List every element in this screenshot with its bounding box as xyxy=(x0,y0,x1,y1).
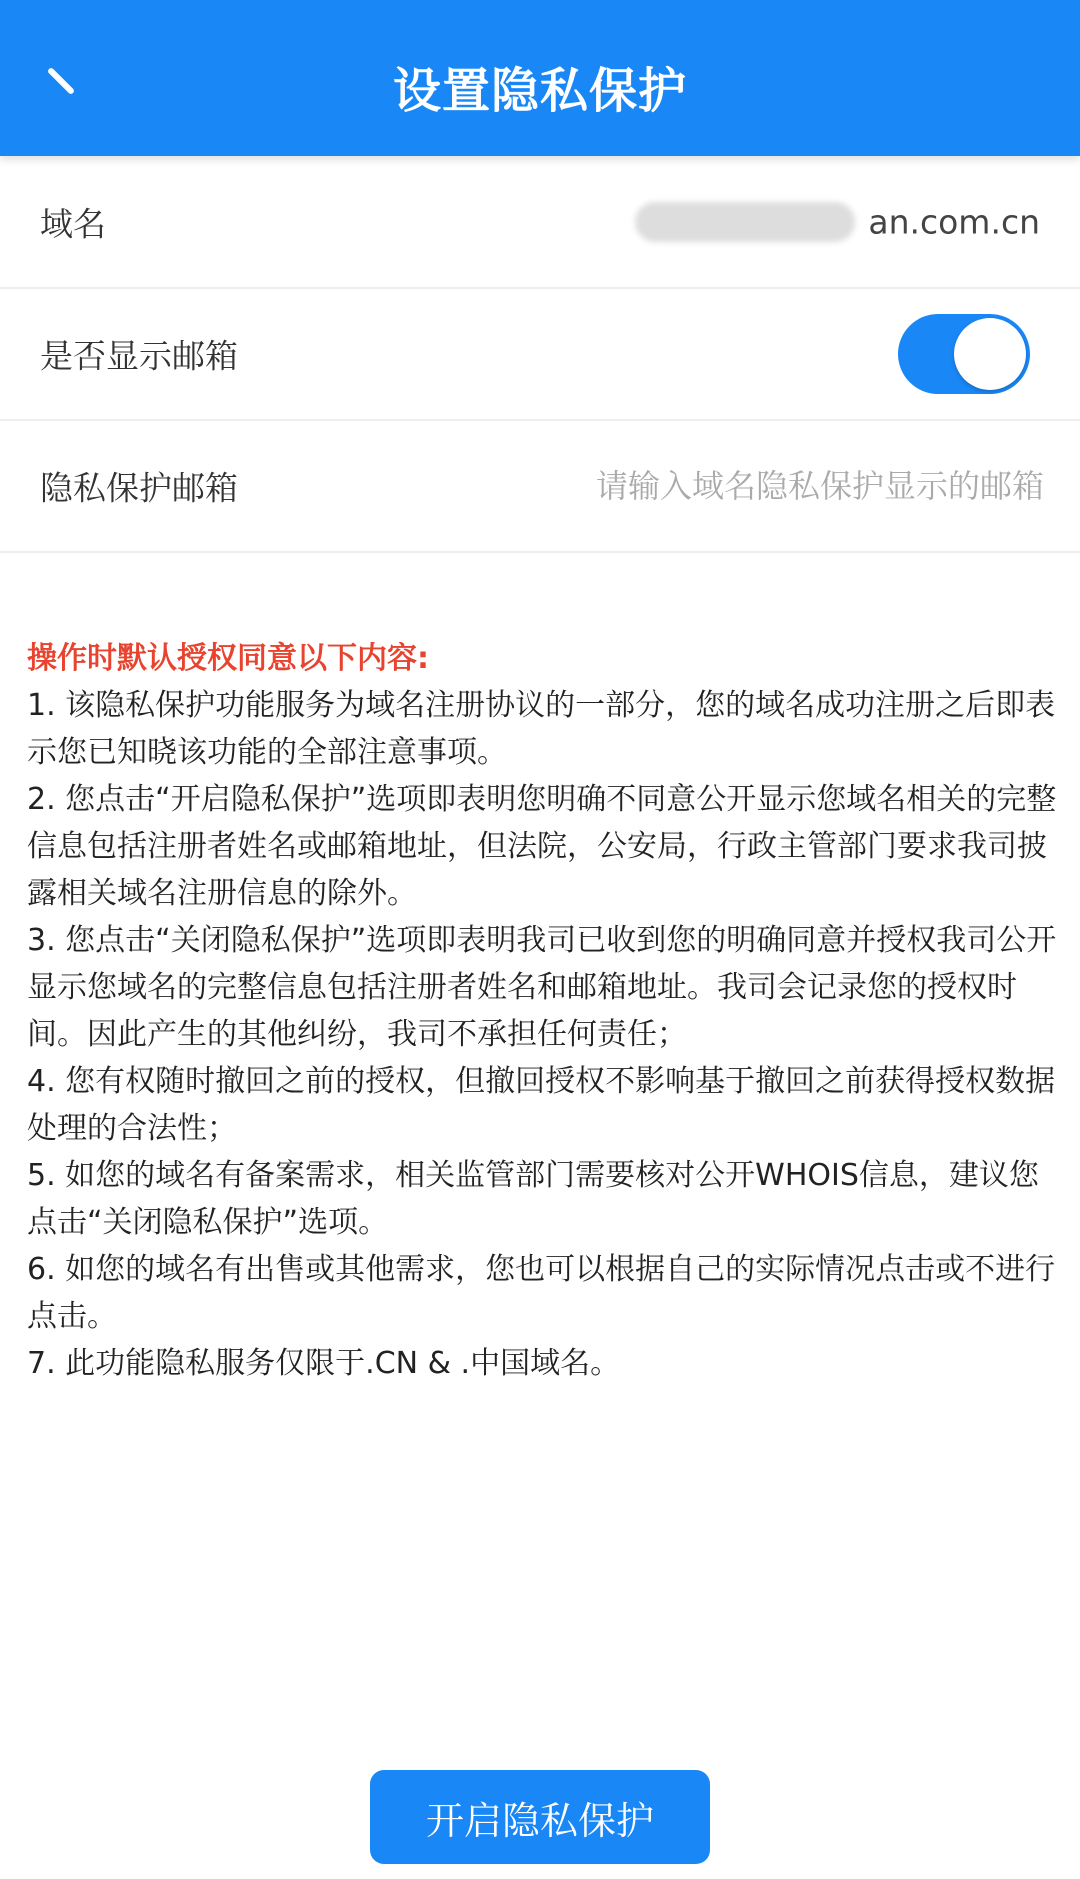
page-title: 设置隐私保护 xyxy=(392,63,687,119)
privacy-email-label: 隐私保护邮箱 xyxy=(40,468,238,507)
domain-label: 域名 xyxy=(40,204,106,243)
redacted-blur xyxy=(635,202,855,242)
enable-privacy-button[interactable]: 开启隐私保护 xyxy=(370,1770,710,1864)
show-email-row xyxy=(0,288,1080,421)
privacy-email-input[interactable] xyxy=(482,466,1046,506)
notice-item: 4. 您有权随时撤回之前的授权，但撤回授权不影响基于撤回之前获得授权数据处理的合法性； xyxy=(27,1064,1056,1146)
notice-item: 7. 此功能隐私服务仅限于.CN & .中国域名。 xyxy=(27,1346,621,1381)
notice-item: 3. 您点击“关闭隐私保护”选项即表明我司已收到您的明确同意并授权我司公开显示您域名的完整信息包括注册者姓名和邮箱地址。我司会记录您的授权时间。因此产生的其他纠纷，我司不承担任何责任； xyxy=(27,923,1057,1052)
notice-heading: 操作时默认授权同意以下内容: xyxy=(27,641,429,676)
show-email-toggle[interactable] xyxy=(898,314,1030,394)
notice-item: 6. 如您的域名有出售或其他需求，您也可以根据自己的实际情况点击或不进行点击。 xyxy=(27,1252,1056,1334)
app-header xyxy=(0,0,1080,156)
notice-item: 1. 该隐私保护功能服务为域名注册协议的一部分，您的域名成功注册之后即表示您已知晓该功能的全部注意事项。 xyxy=(27,688,1056,770)
toggle-knob xyxy=(954,318,1026,390)
domain-value: an.com.cn xyxy=(868,202,1040,241)
domain-row xyxy=(0,156,1080,289)
notice-item: 2. 您点击“开启隐私保护”选项即表明您明确不同意公开显示您域名相关的完整信息包括注册者姓名或邮箱地址，但法院，公安局，行政主管部门要求我司披露相关域名注册信息的除外。 xyxy=(27,782,1057,911)
privacy-email-row xyxy=(0,420,1080,553)
show-email-label: 是否显示邮箱 xyxy=(40,336,238,375)
authorization-notice xyxy=(27,635,1057,1387)
notice-item: 5. 如您的域名有备案需求，相关监管部门需要核对公开WHOIS信息，建议您点击“关闭隐私保护”选项。 xyxy=(27,1158,1039,1240)
